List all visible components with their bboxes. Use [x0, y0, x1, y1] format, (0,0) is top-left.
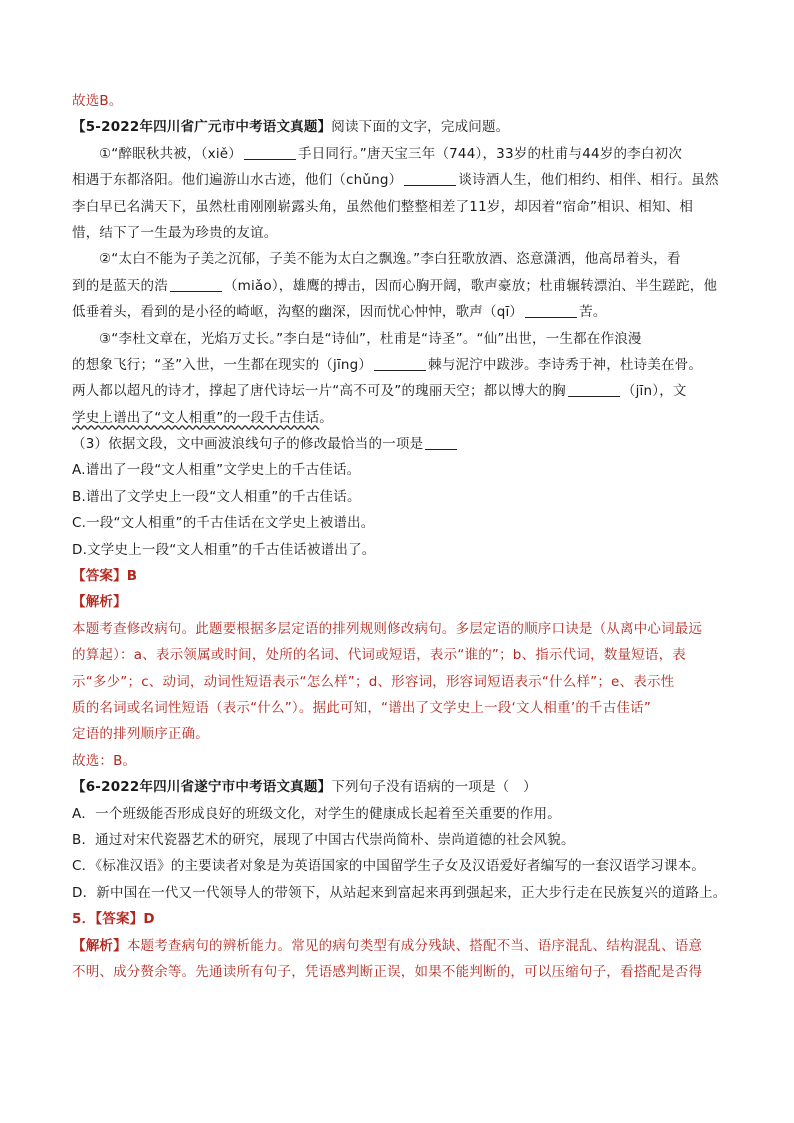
text-segment: 两人都以超凡的诗才，撑起了唐代诗坛一片“高不可及”的瑰丽天空；都以博大的胸 — [72, 383, 566, 400]
q5-analysis-line1: 本题考查修改病句。此题要根据多层定语的排列规则修改病句。多层定语的顺序口诀是（从离中心词最远 — [72, 620, 703, 637]
document-page — [72, 88, 727, 985]
text-segment: 本题考查病句的辨析能力。常见的病句类型有成分残缺、搭配不当、语序混乱、结构混乱、语意 — [126, 937, 703, 954]
q5-answer: 【答案】B — [72, 568, 138, 585]
text-segment: 低垂着头，看到的是小径的崎岖，沟壑的幽深，因而忧心忡忡，歌声（qī） — [72, 304, 524, 321]
q5-title-line — [72, 114, 722, 140]
q6-answer: 5．【答案】D — [72, 911, 155, 928]
q5-analysis-label: 【解析】 — [72, 594, 127, 611]
q6-prompt: 下列句子没有语病的一项是（ ） — [331, 779, 537, 796]
q5-option-b: B.谱出了文学史上一段“文人相重”的千古佳话。 — [72, 488, 361, 505]
text-segment: 苦。 — [579, 304, 607, 321]
q5-analysis-line5: 定语的排列顺序正确。 — [72, 726, 209, 743]
text-segment: 棘与泥泞中跋涉。李诗秀于神，杜诗美在骨。 — [428, 356, 703, 373]
q5-para3-line4 — [72, 405, 722, 431]
text-segment: 相遇于东都洛阳。他们遍游山水古迹，他们（chǔng） — [72, 172, 403, 189]
answer-blank — [425, 435, 457, 450]
fill-blank — [525, 303, 577, 318]
previous-answer-line: 故选B。 — [72, 93, 123, 109]
q5-analysis-line2: 的算起）：a、表示领属或时间，处所的名词、代词或短语，表示“谁的”；b、指示代词，数量短语，表 — [72, 647, 686, 664]
fill-blank — [244, 145, 296, 160]
q5-analysis-line4: 质的名词或名词性短语（表示“什么”）。据此可知，“谱出了文学史上一段‘文人相重’的千古佳话” — [72, 699, 652, 716]
q5-para1-line1 — [72, 141, 722, 167]
text-segment: ①“醉眠秋共被，（xiě） — [99, 145, 242, 162]
fill-blank — [404, 171, 456, 186]
q5-analysis-line3: 示“多少”；c、动词，动词性短语表示“怎么样”；d、形容词，形容词短语表示“什么样”；e、表示性 — [72, 673, 675, 690]
q6-header: 【6-2022年四川省遂宁市中考语文真题】 — [72, 779, 332, 796]
q6-option-b: B．通过对宋代瓷器艺术的研究，展现了中国古代崇尚简朴、崇尚道德的社会风貌。 — [72, 831, 575, 848]
wavy-underlined-sentence: 学史上谱出了“文人相重”的一段千古佳话 — [72, 409, 320, 426]
text-segment: （miǎo），雄鹰的搏击，因而心胸开阔，歌声豪放；杜甫辗转漂泊、半生蹉跎，他 — [223, 277, 718, 294]
q6-title-line — [72, 774, 722, 800]
q5-para3-line1: ③“李杜文章在，光焰万丈长。”李白是“诗仙”，杜甫是“诗圣”。“仙”出世，一生都在作浪漫 — [99, 330, 642, 347]
text-segment: 到的是蓝天的浩 — [72, 277, 168, 294]
q5-option-c: C.一段“文人相重”的千古佳话在文学史上被谱出。 — [72, 515, 375, 532]
text-segment: （jīn），文 — [621, 383, 687, 400]
q5-para1-line3: 李白早已名满天下，虽然杜甫刚刚崭露头角，虽然他们整整相差了11岁，却因着“宿命”相识、相知、相 — [72, 198, 694, 215]
q5-prompt: 阅读下面的文字，完成问题。 — [331, 119, 510, 136]
fill-blank — [374, 356, 426, 371]
fill-blank — [170, 277, 222, 292]
q5-para3-line2 — [72, 352, 722, 378]
q5-para2-line2 — [72, 273, 722, 299]
text-segment: （3）依据文段，文中画波浪线句子的修改最恰当的一项是 — [72, 436, 424, 453]
q5-conclusion: 故选：B。 — [72, 752, 137, 769]
q5-header: 【5-2022年四川省广元市中考语文真题】 — [72, 119, 332, 136]
q6-option-d: D．新中国在一代又一代领导人的带领下，从站起来到富起来再到强起来，正大步行走在民族复兴的道路上。 — [72, 884, 727, 901]
text-segment: 。 — [319, 409, 333, 426]
q6-analysis-line2: 不明、成分赘余等。先通读所有句子，凭语感判断正误，如果不能判断的，可以压缩句子，看搭配是否得 — [72, 963, 703, 980]
q6-analysis-line1 — [72, 933, 722, 959]
q5-para1-line2 — [72, 167, 722, 193]
text-segment: 的想象飞行；“圣”入世，一生都在现实的（jīng） — [72, 356, 373, 373]
q5-para3-line3 — [72, 378, 722, 404]
q5-para2-line3 — [72, 299, 722, 325]
fill-blank — [568, 382, 620, 397]
q5-sub-question — [72, 431, 722, 457]
text-segment: 谈诗酒人生，他们相约、相伴、相行。虽然 — [458, 172, 719, 189]
q5-para1-line4: 惜，结下了一生最为珍贵的友谊。 — [72, 224, 278, 241]
q5-option-a: A.谱出了一段“文人相重”文学史上的千古佳话。 — [72, 462, 361, 479]
text-segment: 手日同行。”唐天宝三年（744），33岁的杜甫与44岁的李白初次 — [298, 145, 683, 162]
q6-option-a: A．一个班级能否形成良好的班级文化，对学生的健康成长起着至关重要的作用。 — [72, 805, 561, 822]
q5-option-d: D.文学史上一段“文人相重”的千古佳话被谱出了。 — [72, 541, 376, 558]
q6-option-c: C．《标准汉语》的主要读者对象是为英语国家的中国留学生子女及汉语爱好者编写的一套汉语学习课本。 — [72, 858, 706, 875]
q6-analysis-label: 【解析】 — [72, 937, 127, 954]
q5-para2-line1: ②“太白不能为子美之沉郁，子美不能为太白之飘逸。”李白狂歌放酒、恣意潇洒，他高昂着头，看 — [99, 251, 681, 268]
